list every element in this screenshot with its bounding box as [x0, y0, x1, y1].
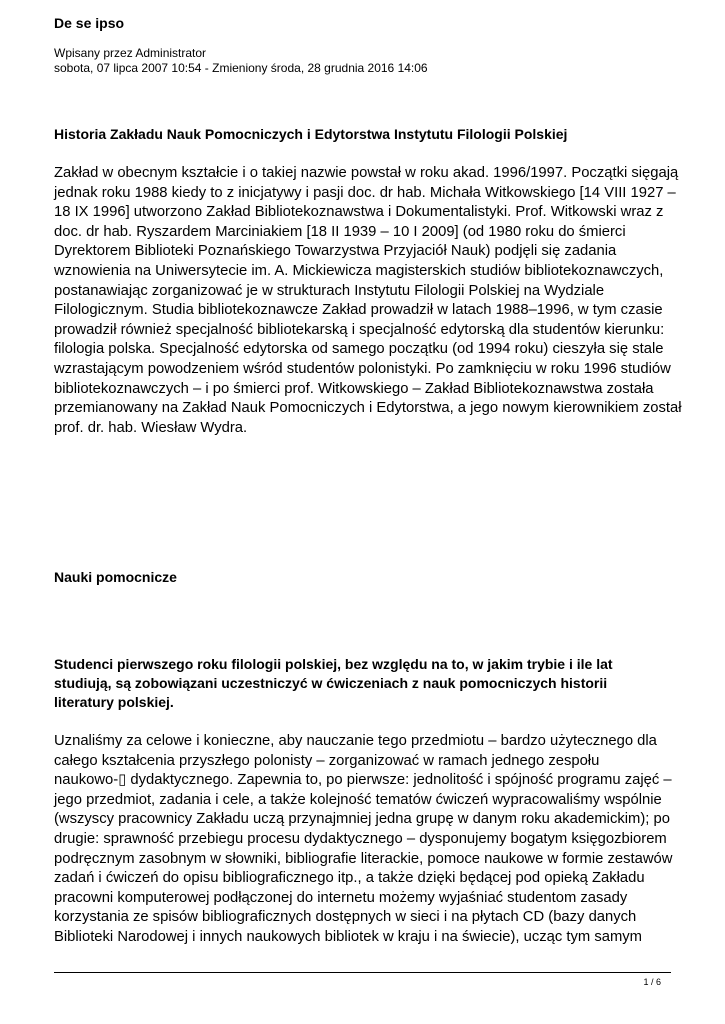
section-heading-history: Historia Zakładu Nauk Pomocniczych i Edytorstwa Instytutu Filologii Polskiej [54, 126, 568, 142]
document-title: De se ipso [54, 15, 125, 31]
paragraph-line: całego kształcenia przyszłego polonisty – zorganizować w ramach jednego zespołu [54, 752, 600, 769]
paragraph-line: doc. dr hab. Ryszardem Marciniakiem [18 II 1939 – 10 I 2009] (od 1980 roku do śmierci [54, 223, 626, 240]
section-heading-students [54, 655, 674, 712]
paragraph-line: naukowo-▯ dydaktycznego. Zapewnia to, po pierwsze: jednolitość i spójność programu zajęć – [54, 772, 672, 789]
heading-line: studiują, są zobowiązani uczestniczyć w ćwiczeniach z nauk pomocniczych historii [54, 675, 608, 691]
author-line: Wpisany przez Administrator [54, 46, 207, 60]
paragraph-line: Filologicznym. Studia bibliotekoznawcze Zakład prowadził w latach 1988–1996, w tym czasie [54, 302, 663, 319]
paragraph-line: Dyrektorem Biblioteki Poznańskiego Towarzystwa Przyjaciół Nauk) podjęli się zadania [54, 243, 617, 260]
paragraph-line: jednak roku 1988 kiedy to z inicjatywy i pasji doc. dr hab. Michała Witkowskiego [14 VIII 1927 – [54, 184, 676, 201]
paragraph-line: Biblioteki Narodowej i innych naukowych bibliotek w kraju i na świecie), ucząc tym samym [54, 928, 642, 945]
paragraph-line: jego przedmiot, zadania i cele, a także kolejność tematów ćwiczeń wypracowaliśmy wspólnie [54, 791, 662, 808]
paragraph-line: 18 IX 1996] utworzono Zakład Bibliotekoznawstwa i Dokumentalistyki. Prof. Witkowski wraz z [54, 204, 664, 221]
section-heading-auxiliary-sciences: Nauki pomocnicze [54, 569, 177, 585]
date-line: sobota, 07 lipca 2007 10:54 - Zmieniony środa, 28 grudnia 2016 14:06 [54, 61, 428, 75]
paragraph-line: korzystania ze spisów bibliograficznych dostępnych w sieci i na płytach CD (bazy danych [54, 909, 637, 926]
paragraph-line: przemianowany na Zakład Nauk Pomocniczych i Edytorstwa, a jego nowym kierownikiem został [54, 400, 682, 417]
paragraph-line: postanawiając zorganizować je w strukturach Instytutu Filologii Polskiej na Wydziale [54, 282, 605, 299]
history-paragraph [54, 164, 682, 438]
paragraph-line: pracowni komputerowej podłączonej do internetu możemy wyjaśniać studentom zasady [54, 889, 628, 906]
paragraph-line: wzrastającym powodzeniem wśród studentów polonistyki. Po zamknięciu w roku 1996 studiów [54, 360, 671, 377]
paragraph-line: prof. dr. hab. Wiesław Wydra. [54, 419, 248, 436]
paragraph-line: zadań i ćwiczeń do opisu bibliograficznego itp., a także dzięki będącej pod opieką Zakładu [54, 870, 645, 887]
paragraph-line: (wszyscy pracownicy Zakładu uczą przynajmniej jedna grupę w danym roku akademickim); po [54, 811, 670, 828]
heading-line: literatury polskiej. [54, 694, 174, 710]
paragraph-line: Uznaliśmy za celowe i konieczne, aby nauczanie tego przedmiotu – bardzo użytecznego dla [54, 733, 657, 749]
paragraph-line: prowadził również specjalność bibliotekarską i specjalność edytorską dla studentów kierunku: [54, 321, 665, 338]
paragraph-line: filologia polska. Specjalność edytorska od samego początku (od 1994 roku) cieszyła się stale [54, 341, 664, 358]
heading-line: Studenci pierwszego roku filologii polskiej, bez względu na to, w jakim trybie i ile lat [54, 656, 613, 672]
students-paragraph [54, 732, 679, 948]
footer-divider [54, 972, 671, 973]
paragraph-line: Zakład w obecnym kształcie i o takiej nazwie powstał w roku akad. 1996/1997. Początki sięgają [54, 165, 679, 181]
paragraph-line: drugie: sprawność przebiegu procesu dydaktycznego – dysponujemy bogatym księgozbiorem [54, 830, 667, 847]
document-meta [54, 46, 428, 76]
paragraph-line: wznowienia na Uniwersytecie im. A. Mickiewicza magisterskich studiów bibliotekoznawczych, [54, 262, 664, 279]
page-indicator: 1 / 6 [643, 977, 661, 987]
paragraph-line: bibliotekoznawczych – i po śmierci prof. Witkowskiego – Zakład Bibliotekoznawstwa została [54, 380, 654, 397]
paragraph-line: podręcznym zasobnym w słowniki, bibliografie literackie, pomoce naukowe w formie zestawów [54, 850, 673, 867]
